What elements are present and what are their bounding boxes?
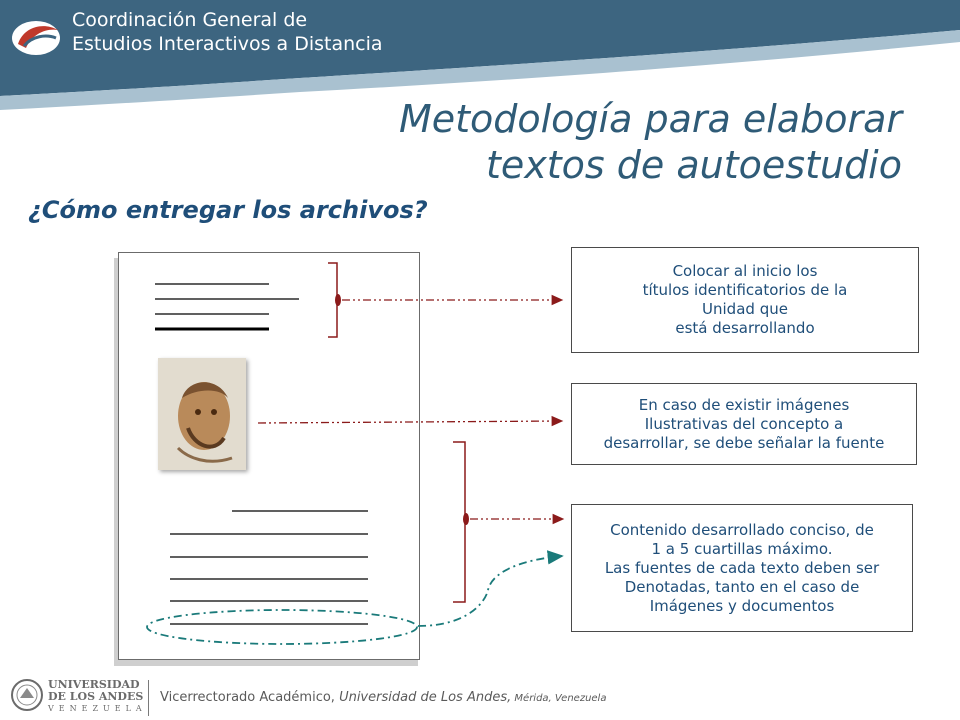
callout-images-line: En caso de existir imágenes (638, 395, 850, 414)
title-line1: Metodología para elaborar (398, 97, 902, 141)
university-name-line1: UNIVERSIDAD (48, 678, 140, 691)
bracket-content (453, 442, 465, 602)
university-seal-icon (10, 678, 44, 712)
callout-images-line: Ilustrativas del concepto a (644, 414, 844, 433)
callout-content-line: Denotadas, tanto en el caso de (624, 577, 860, 596)
university-name (48, 679, 147, 715)
sources-ellipse (147, 610, 417, 644)
arrow-images (258, 421, 562, 423)
org-name-line1: Coordinación General de (72, 9, 308, 31)
callout-content-line: Imágenes y documentos (649, 596, 835, 615)
arrow-sources (418, 556, 562, 626)
callout-content-line: Contenido desarrollado conciso, de (610, 520, 874, 539)
callout-images-line: desarrollar, se debe señalar la fuente (603, 433, 885, 452)
doc-body-lines (170, 511, 368, 624)
org-name-line2: Estudios Interactivos a Distancia (72, 33, 383, 55)
bracket-titles-knot (335, 294, 341, 306)
subtitle: ¿Cómo entregar los archivos? (28, 196, 428, 224)
footer-divider (148, 680, 149, 716)
title-line2: textos de autoestudio (486, 143, 902, 187)
university-name-line2: DE LOS ANDES (48, 690, 144, 703)
callout-titles-line: Unidad que (702, 300, 788, 318)
footer-place: Mérida, Venezuela (511, 693, 607, 704)
callout-titles-line: títulos identificatorios de la (642, 281, 848, 299)
callout-titles-line: está desarrollando (675, 319, 815, 337)
footer-vicerrectorado: Vicerrectorado Académico, (160, 690, 335, 705)
bracket-content-knot (463, 513, 469, 525)
doc-title-lines (155, 284, 299, 329)
callout-titles-line: Colocar al inicio los (672, 262, 818, 280)
callout-content-line: 1 a 5 cuartillas máximo. (651, 539, 833, 558)
university-name-line3: VENEZUELA (48, 704, 147, 713)
footer-university: Universidad de Los Andes, (334, 690, 512, 705)
footer-text (160, 690, 606, 705)
callout-content-line: Las fuentes de cada texto deben ser (604, 558, 880, 577)
